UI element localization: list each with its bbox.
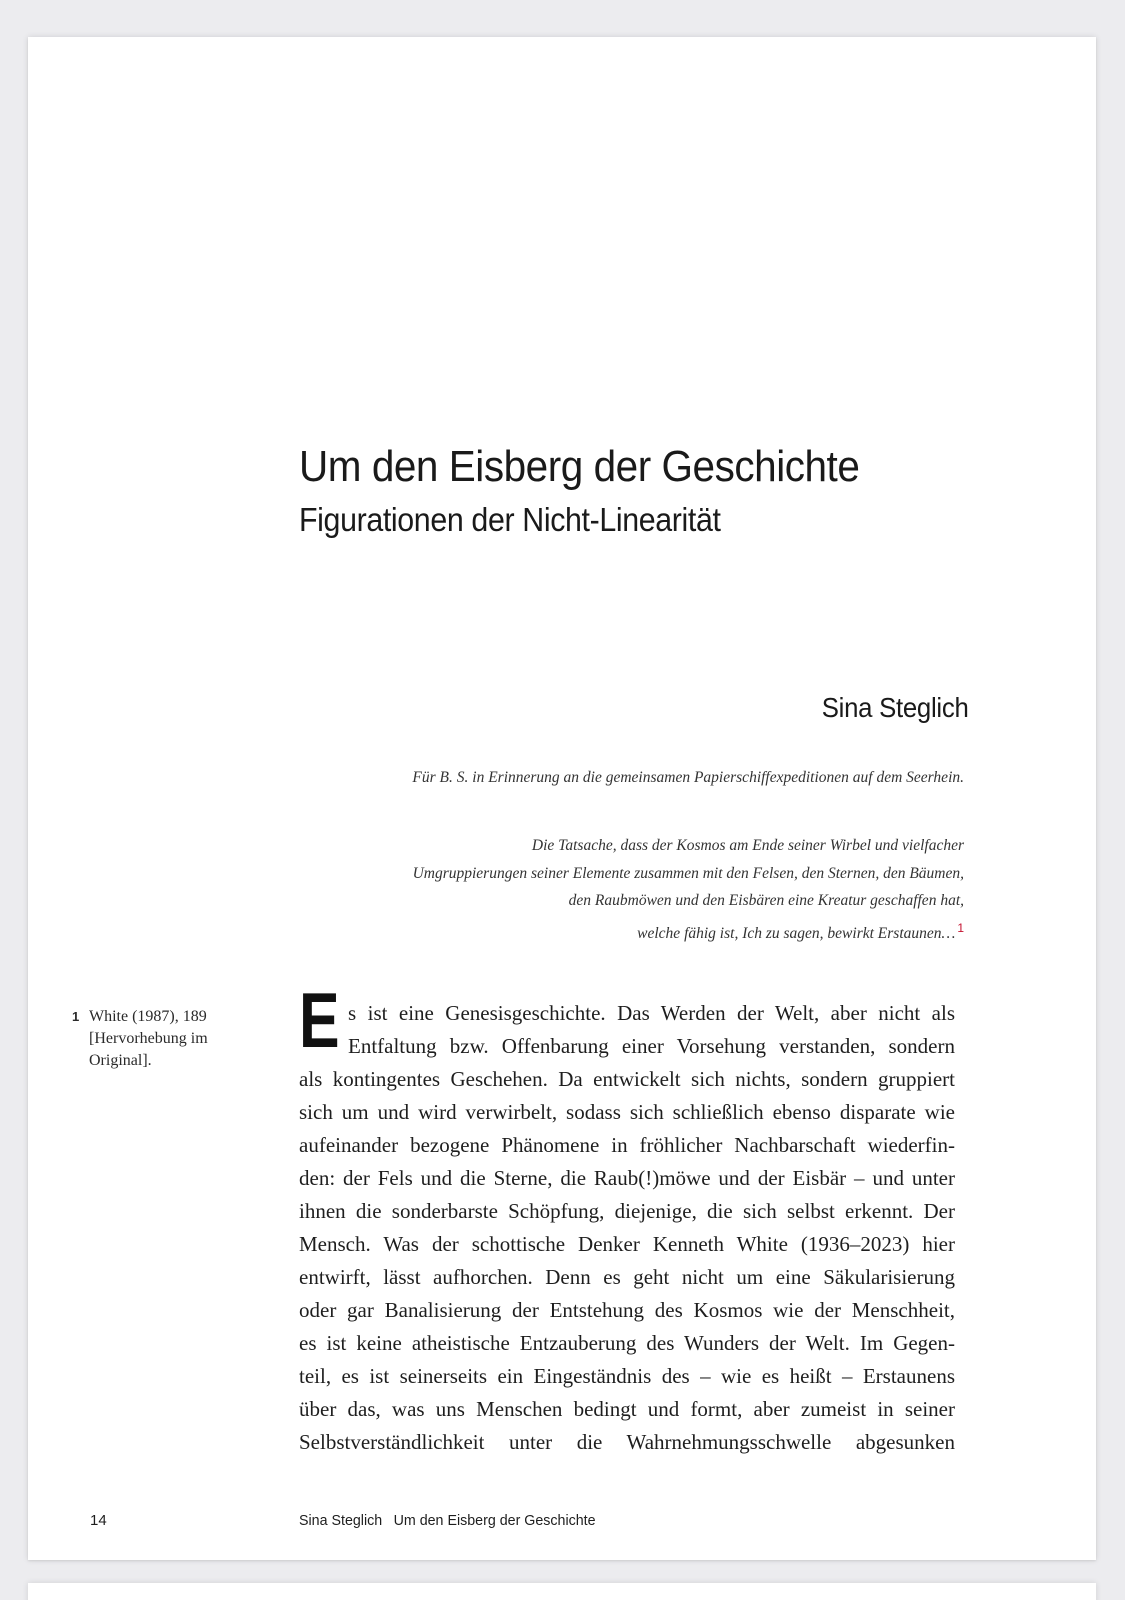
body-line: als kontingentes Geschehen. Da entwickelt sich nichts, sondern gruppiert <box>299 1067 955 1091</box>
body-line: teil, es ist seinerseits ein Eingeständnis des – wie es heißt – Erstaunens <box>299 1364 955 1388</box>
running-footer-author: Sina Steglich <box>299 1512 383 1529</box>
footnote-reference[interactable]: 1 <box>957 920 964 935</box>
body-line: Mensch. Was der schottische Denker Kenneth White (1936–2023) hier <box>299 1232 955 1256</box>
body-line: aufeinander bezogene Phänomene in fröhlicher Nachbarschaft wiederfin- <box>299 1133 955 1157</box>
body-line: es ist keine atheistische Entzauberung des Wunders der Welt. Im Gegen- <box>299 1331 955 1355</box>
body-line: sich um und wird verwirbelt, sodass sich schließlich ebenso disparate wie <box>299 1100 955 1124</box>
footnote-text: White (1987), 189 [Hervorhebung im Original]. <box>89 1008 208 1069</box>
article-title: Um den Eisberg der Geschichte <box>299 442 860 491</box>
page-number: 14 <box>90 1512 107 1529</box>
running-footer-title: Um den Eisberg der Geschichte <box>393 1512 596 1529</box>
epigraph <box>264 832 964 947</box>
article-author: Sina Steglich <box>822 692 969 723</box>
article-subtitle: Figurationen der Nicht-Linearität <box>299 501 721 538</box>
body-line: oder gar Banalisierung der Entstehung des Kosmos wie der Menschheit, <box>299 1298 955 1322</box>
body-line: Entfaltung bzw. Offenbarung einer Vorsehung verstanden, sondern <box>348 1034 955 1058</box>
running-footer <box>299 1512 596 1529</box>
body-line: s ist eine Genesisgeschichte. Das Werden der Welt, aber nicht als <box>348 1001 955 1025</box>
document-page <box>28 37 1096 1560</box>
epigraph-line: den Raubmöwen und den Eisbären eine Kreatur geschaffen hat, <box>568 892 964 909</box>
body-line: ihnen die sonderbarste Schöpfung, diejenige, die sich selbst erkennt. Der <box>299 1199 955 1223</box>
body-line: Selbstverständlichkeit unter die Wahrnehmungsschwelle abgesunken <box>299 1430 955 1454</box>
epigraph-line: Umgruppierungen seiner Elemente zusammen mit den Felsen, den Sternen, den Bäumen, <box>412 864 964 882</box>
body-line: den: der Fels und die Sterne, die Raub(!)möwe und der Eisbär – und unter <box>299 1166 955 1190</box>
footnote-number: 1 <box>72 1009 80 1024</box>
next-page-edge[interactable] <box>28 1583 1096 1600</box>
body-line: entwirft, lässt aufhorchen. Denn es geht nicht um eine Säkularisierung <box>299 1265 955 1289</box>
drop-cap: E <box>299 976 340 1064</box>
epigraph-line: welche fähig ist, Ich zu sagen, bewirkt Erstaunen… <box>637 924 956 942</box>
epigraph-last-line <box>264 915 964 948</box>
dedication: Für B. S. in Erinnerung an die gemeinsamen Papierschiffexpeditionen auf dem Seerhein. <box>412 769 964 786</box>
sidenote-footnote <box>72 1006 242 1072</box>
body-paragraph <box>299 997 955 1459</box>
epigraph-line: Die Tatsache, dass der Kosmos am Ende seiner Wirbel und vielfacher <box>531 837 964 854</box>
body-line: über das, was uns Menschen bedingt und formt, aber zumeist in seiner <box>299 1397 955 1421</box>
